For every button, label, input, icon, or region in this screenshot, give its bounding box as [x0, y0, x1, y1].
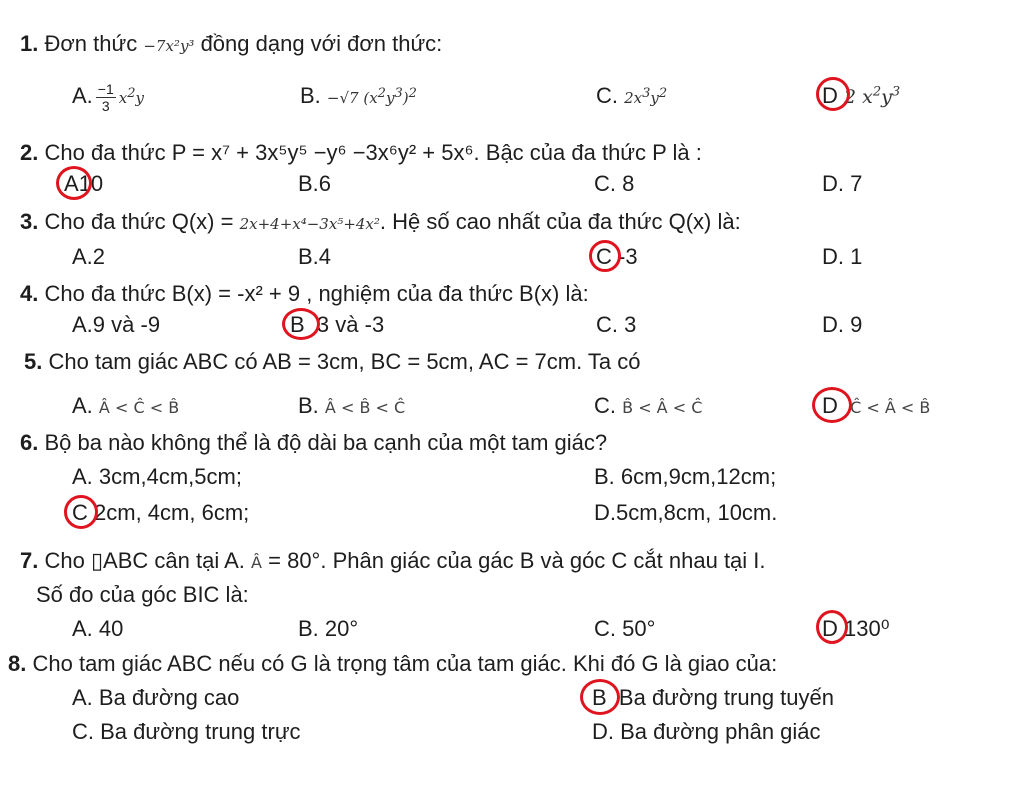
- question-2: [0, 137, 1024, 169]
- question-stem: [20, 137, 702, 169]
- option-d: [592, 716, 821, 748]
- question-stem: [20, 278, 589, 310]
- option-a: [72, 682, 239, 714]
- option-c: [594, 613, 655, 645]
- options-6-row2: [0, 497, 1024, 529]
- question-stem: [20, 28, 442, 62]
- option-text: 50°: [622, 616, 656, 641]
- stem-text: Đơn thức: [44, 31, 138, 56]
- options-8-row2: [0, 716, 1024, 748]
- question-1: [0, 28, 1024, 60]
- option-b: [300, 80, 417, 114]
- question-3: [0, 206, 1024, 238]
- question-number: 2.: [20, 140, 39, 165]
- question-stem: [24, 346, 641, 378]
- option-text: 8: [622, 171, 635, 196]
- options-1: [0, 80, 1024, 112]
- fraction: [96, 81, 116, 114]
- options-3: [0, 241, 1024, 273]
- option-c: [596, 80, 667, 114]
- option-text: 3: [624, 312, 637, 337]
- option-a: [72, 461, 242, 493]
- question-number: 7.: [20, 548, 39, 573]
- answer-circle: [64, 495, 98, 529]
- options-2: [0, 168, 1024, 200]
- option-b: [298, 390, 405, 424]
- option-text: 40: [98, 616, 124, 641]
- option-letter: B.: [298, 244, 319, 269]
- question-number: 3.: [20, 209, 39, 234]
- options-8-row1: [0, 682, 1024, 714]
- option-a: [72, 309, 160, 341]
- option-text: 20°: [324, 616, 359, 641]
- option-c: [594, 390, 702, 424]
- option-text: 2: [92, 244, 106, 269]
- stem-math: 2x+4+x⁴−3x⁵+4x²: [239, 215, 380, 233]
- question-stem: [20, 545, 766, 579]
- option-letter: D.: [822, 312, 844, 337]
- option-letter: A.: [72, 616, 93, 641]
- option-d: [822, 168, 862, 200]
- option-b: [298, 241, 331, 273]
- option-letter: C.: [594, 171, 616, 196]
- option-text: -3: [618, 244, 638, 269]
- question-7: [0, 545, 1024, 577]
- option-text: 4: [318, 244, 332, 269]
- option-math: B̂ < Â < Ĉ: [622, 398, 703, 417]
- option-math: Ĉ < Â < B̂: [850, 398, 931, 417]
- option-text: 6cm,9cm,12cm;: [620, 464, 777, 489]
- option-b: [594, 461, 776, 493]
- stem-text-end: . Bậc của đa thức P là :: [473, 140, 702, 165]
- option-text: 3 và -3: [316, 312, 385, 337]
- option-letter: D.: [592, 719, 614, 744]
- option-d: [594, 497, 777, 529]
- option-a: [72, 613, 123, 645]
- stem-math: −7x²y³: [143, 37, 195, 55]
- answer-circle: [580, 679, 620, 715]
- option-b: [298, 613, 358, 645]
- option-b: [290, 309, 384, 341]
- option-d: [822, 241, 862, 273]
- option-text: Ba đường trung tuyến: [618, 685, 834, 710]
- question-4: [0, 278, 1024, 310]
- question-stem: [20, 427, 607, 459]
- option-letter: D.: [822, 244, 844, 269]
- option-letter: D: [822, 613, 838, 645]
- stem-text: Cho đa thức P = x⁷ + 3x⁵y⁵ −y⁶ −3x⁶y² + 5x⁶: [44, 140, 474, 165]
- option-text: 5cm,8cm, 10cm.: [616, 500, 778, 525]
- option-math: $2x^3y^2$: [624, 86, 668, 107]
- question-number: 6.: [20, 430, 39, 455]
- stem-text: Bộ ba nào không thể là độ dài ba cạnh của một tam giác?: [44, 430, 608, 455]
- option-text: 6: [318, 171, 332, 196]
- option-text: 1: [850, 244, 863, 269]
- option-text: Ba đường cao: [98, 685, 240, 710]
- stem-line-2: Số đo của góc BIC là:: [36, 582, 249, 607]
- option-d: [822, 613, 890, 645]
- option-a: [64, 168, 103, 200]
- fraction-numerator: −1: [97, 80, 114, 97]
- option-math: −√7 $(x^2y^3)^2$: [326, 86, 417, 107]
- stem-text: Cho tam giác ABC có AB = 3cm, BC = 5cm, AC = 7cm. Ta có: [48, 349, 641, 374]
- option-letter: C.: [594, 393, 616, 418]
- option-b: [592, 682, 834, 714]
- question-6: [0, 427, 1024, 459]
- stem-text-end: nghiệm của đa thức B(x) là:: [318, 281, 589, 306]
- option-c: [72, 497, 249, 529]
- answer-circle: [812, 387, 852, 423]
- question-8: [0, 648, 1024, 680]
- option-letter: C.: [596, 83, 618, 108]
- option-math: 2 $x^2y^3$: [844, 84, 901, 108]
- option-letter: B.: [298, 393, 319, 418]
- question-stem: [20, 206, 741, 240]
- stem-text: Cho đa thức Q(x) =: [44, 209, 234, 234]
- option-d: [822, 80, 900, 113]
- option-math: Â < B̂ < Ĉ: [324, 398, 406, 417]
- option-d: [822, 309, 862, 341]
- answer-circle: [816, 77, 850, 111]
- option-a: [72, 80, 144, 114]
- option-c: [594, 168, 634, 200]
- question-number: 1.: [20, 31, 39, 56]
- option-letter: D.: [822, 171, 844, 196]
- option-a: [72, 390, 179, 424]
- option-text: 9: [850, 312, 863, 337]
- option-letter: B: [592, 682, 607, 714]
- answer-circle: [282, 308, 320, 340]
- option-letter: D.: [594, 500, 616, 525]
- option-letter: C.: [594, 616, 616, 641]
- option-d: [822, 390, 930, 424]
- answer-circle: [816, 610, 848, 644]
- option-text: 10: [78, 171, 104, 196]
- option-letter: B.: [298, 616, 319, 641]
- option-a: [72, 241, 105, 273]
- stem-math: Â: [251, 553, 262, 572]
- options-6-row1: [0, 461, 1024, 493]
- question-stem: [8, 648, 777, 680]
- option-text: 7: [850, 171, 863, 196]
- option-c: [72, 716, 301, 748]
- option-letter: B: [290, 309, 305, 341]
- question-number: 4.: [20, 281, 39, 306]
- option-letter: B.: [594, 464, 615, 489]
- stem-text-end: . Hệ số cao nhất của đa thức Q(x) là:: [379, 209, 741, 234]
- option-letter: A: [64, 168, 79, 200]
- option-text: Ba đường phân giác: [620, 719, 821, 744]
- option-letter: B.: [300, 83, 321, 108]
- option-letter: A.: [72, 393, 93, 418]
- option-b: [298, 168, 331, 200]
- fraction-denominator: 3: [101, 97, 110, 114]
- option-letter: D: [822, 80, 838, 112]
- options-5: [0, 390, 1024, 422]
- stem-text: Cho ▯ABC cân tại A.: [44, 548, 245, 573]
- option-letter: B.: [298, 171, 319, 196]
- stem-text: Cho tam giác ABC nếu có G là trọng tâm của tam giác. Khi đó G là giao của:: [32, 651, 778, 676]
- option-text: Ba đường trung trực: [100, 719, 301, 744]
- options-4: [0, 309, 1024, 341]
- option-letter: A.: [72, 83, 93, 108]
- stem-text: Cho đa thức B(x) = -x² + 9 ,: [44, 281, 313, 306]
- question-number: 8.: [8, 651, 27, 676]
- stem-text-end: đồng dạng với đơn thức:: [200, 31, 443, 56]
- option-text: 130⁰: [844, 616, 890, 641]
- question-7-line2: [0, 579, 1024, 611]
- option-letter: A.: [72, 464, 93, 489]
- option-letter: A.: [72, 312, 93, 337]
- option-text: 3cm,4cm,5cm;: [98, 464, 242, 489]
- option-math: Â < Ĉ < B̂: [98, 398, 180, 417]
- option-letter: C.: [596, 312, 618, 337]
- option-letter: A.: [72, 685, 93, 710]
- option-c: [596, 309, 636, 341]
- option-letter: C: [596, 241, 612, 273]
- question-5: [0, 346, 1024, 378]
- option-math: $x^2y$: [118, 86, 144, 107]
- stem-text-end: = 80°. Phân giác của gác B và góc C cắt nhau tại I.: [268, 548, 766, 573]
- option-text: 9 và -9: [92, 312, 161, 337]
- answer-circle: [589, 240, 621, 272]
- question-number: 5.: [24, 349, 43, 374]
- option-letter: C.: [72, 719, 94, 744]
- option-c: [596, 241, 638, 273]
- answer-circle: [56, 166, 92, 200]
- options-7: [0, 613, 1024, 645]
- option-text: 2cm, 4cm, 6cm;: [94, 500, 250, 525]
- option-letter: A.: [72, 244, 93, 269]
- option-letter: C: [72, 497, 88, 529]
- option-letter: D: [822, 390, 838, 422]
